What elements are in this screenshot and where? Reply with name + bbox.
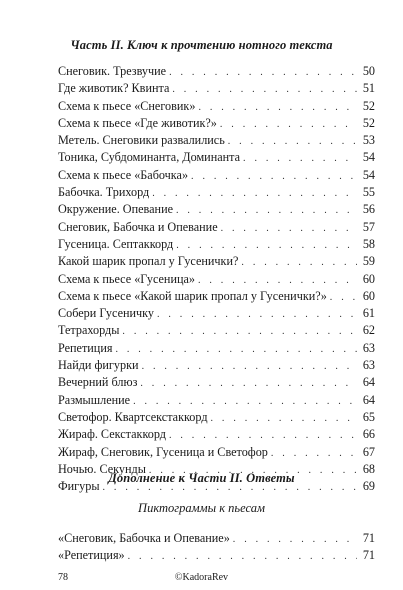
toc-entry <box>58 236 375 253</box>
toc-entry-page: 63 <box>362 358 375 373</box>
toc-entry <box>58 63 375 80</box>
supplement-subheading: Пиктограммы к пьесам <box>138 501 265 515</box>
toc-entry-page: 54 <box>362 167 375 182</box>
toc-entry-page: 67 <box>362 444 375 459</box>
toc-entry <box>58 167 375 184</box>
toc-entry-title: Метель. Снеговики развалились <box>58 133 225 148</box>
toc-dot-leader <box>228 133 357 150</box>
supplement-heading: Дополнение к Части II. Ответы <box>108 471 295 485</box>
toc-entry-page: 69 <box>362 479 375 494</box>
toc-entry-page: 64 <box>362 392 375 407</box>
toc-dot-leader <box>243 150 357 167</box>
toc-dot-leader <box>169 427 357 444</box>
toc-entry-page: 63 <box>362 340 375 355</box>
toc-dot-leader <box>330 289 357 306</box>
toc-dot-leader <box>142 358 357 375</box>
toc-entry-title: Какой шарик пропал у Гусенички? <box>58 254 239 269</box>
toc-entry <box>58 115 375 132</box>
toc-entry <box>58 201 375 218</box>
toc-entry-title: Фигуры <box>58 479 100 494</box>
toc-entry <box>58 444 375 461</box>
part2-toc-list <box>58 63 375 495</box>
toc-entry <box>58 322 375 339</box>
toc-entry-title: Жираф, Снеговик, Гусеница и Светофор <box>58 444 268 459</box>
toc-entry-page: 54 <box>362 150 375 165</box>
toc-dot-leader <box>271 445 357 462</box>
toc-entry <box>58 547 375 564</box>
toc-entry-title: Тоника, Субдоминанта, Доминанта <box>58 150 241 165</box>
toc-entry <box>58 374 375 391</box>
toc-entry-title: «Репетиция» <box>58 548 125 563</box>
toc-dot-leader <box>233 531 357 548</box>
toc-dot-leader <box>176 237 357 254</box>
toc-entry-page: 56 <box>362 202 375 217</box>
toc-entry <box>58 409 375 426</box>
toc-entry <box>58 392 375 409</box>
toc-dot-leader <box>169 64 357 81</box>
toc-entry-page: 64 <box>362 375 375 390</box>
toc-entry <box>58 80 375 97</box>
toc-entry-title: Вечерний блюз <box>58 375 138 390</box>
toc-entry <box>58 426 375 443</box>
toc-dot-leader <box>176 202 357 219</box>
toc-entry-page: 52 <box>362 98 375 113</box>
toc-entry-title: Размышление <box>58 392 131 407</box>
toc-entry-title: Снеговик, Бабочка и Опевание <box>58 219 218 234</box>
toc-entry-page: 66 <box>362 427 375 442</box>
toc-dot-leader <box>115 341 357 358</box>
toc-entry-page: 57 <box>362 219 375 234</box>
toc-entry <box>58 253 375 270</box>
toc-entry-title: Схема к пьесе «Снеговик» <box>58 98 196 113</box>
toc-entry <box>58 530 375 547</box>
toc-entry-page: 58 <box>362 236 375 251</box>
toc-entry-page: 51 <box>362 81 375 96</box>
toc-dot-leader <box>211 410 357 427</box>
toc-entry <box>58 288 375 305</box>
toc-entry-title: Репетиция <box>58 340 113 355</box>
toc-dot-leader <box>172 81 357 98</box>
toc-entry-title: Снеговик. Трезвучие <box>58 64 167 78</box>
toc-entry-page: 65 <box>362 409 375 424</box>
toc-entry-title: Схема к пьесе «Где животик?» <box>58 115 217 130</box>
toc-entry-title: Схема к пьесе «Гусеница» <box>58 271 195 286</box>
part2-heading: Часть II. Ключ к прочтению нотного текста <box>70 38 333 52</box>
toc-dot-leader <box>198 272 357 289</box>
toc-dot-leader <box>152 185 357 202</box>
toc-entry-title: Бабочка. Трихорд <box>58 185 150 200</box>
page-number: 78 <box>58 572 68 583</box>
toc-dot-leader <box>122 323 357 340</box>
toc-entry-page: 62 <box>362 323 375 338</box>
toc-entry-page: 61 <box>362 306 375 321</box>
toc-entry-page: 55 <box>362 185 375 200</box>
toc-entry <box>58 340 375 357</box>
toc-entry-page: 53 <box>362 133 375 148</box>
toc-dot-leader <box>221 220 357 237</box>
toc-entry-title: Окружение. Опевание <box>58 202 173 217</box>
toc-dot-leader <box>241 254 357 271</box>
toc-entry-title: Найди фигурки <box>58 358 139 373</box>
toc-entry-page: 52 <box>362 115 375 130</box>
toc-entry-page: 60 <box>362 288 375 303</box>
toc-entry <box>58 357 375 374</box>
toc-entry-title: Тетрахорды <box>58 323 120 338</box>
toc-entry <box>58 132 375 149</box>
toc-entry-title: Светофор. Квартсекстаккорд <box>58 409 208 424</box>
toc-entry <box>58 184 375 201</box>
toc-entry-page: 68 <box>362 461 375 476</box>
toc-entry <box>58 219 375 236</box>
toc-entry <box>58 149 375 166</box>
toc-entry-title: Собери Гусеничку <box>58 306 154 321</box>
toc-entry-title: Жираф. Секстаккорд <box>58 427 166 442</box>
toc-entry-title: Схема к пьесе «Какой шарик пропал у Гусенички?» <box>58 288 327 303</box>
toc-entry-page: 50 <box>362 64 375 78</box>
toc-dot-leader <box>133 393 357 410</box>
toc-dot-leader <box>157 306 357 323</box>
toc-entry-title: Где животик? Квинта <box>58 81 170 96</box>
toc-dot-leader <box>128 548 357 565</box>
toc-dot-leader <box>191 168 357 185</box>
toc-entry <box>58 271 375 288</box>
toc-entry-title: Гусеница. Септаккорд <box>58 236 174 251</box>
toc-entry-title: Схема к пьесе «Бабочка» <box>58 167 189 182</box>
toc-entry-title: Ночью. Секунды <box>58 461 146 476</box>
toc-entry-page: 60 <box>362 271 375 286</box>
toc-entry-page: 59 <box>362 254 375 269</box>
toc-entry-page: 71 <box>362 548 375 563</box>
toc-entry <box>58 98 375 115</box>
toc-entry <box>58 305 375 322</box>
footer-copyright: ©KadoraRev <box>174 572 229 583</box>
toc-dot-leader <box>220 116 357 133</box>
toc-dot-leader <box>140 375 357 392</box>
supplement-toc-list <box>58 530 375 565</box>
toc-entry-page: 71 <box>362 531 375 545</box>
toc-entry-title: «Снеговик, Бабочка и Опевание» <box>58 531 230 545</box>
toc-dot-leader <box>198 99 357 116</box>
